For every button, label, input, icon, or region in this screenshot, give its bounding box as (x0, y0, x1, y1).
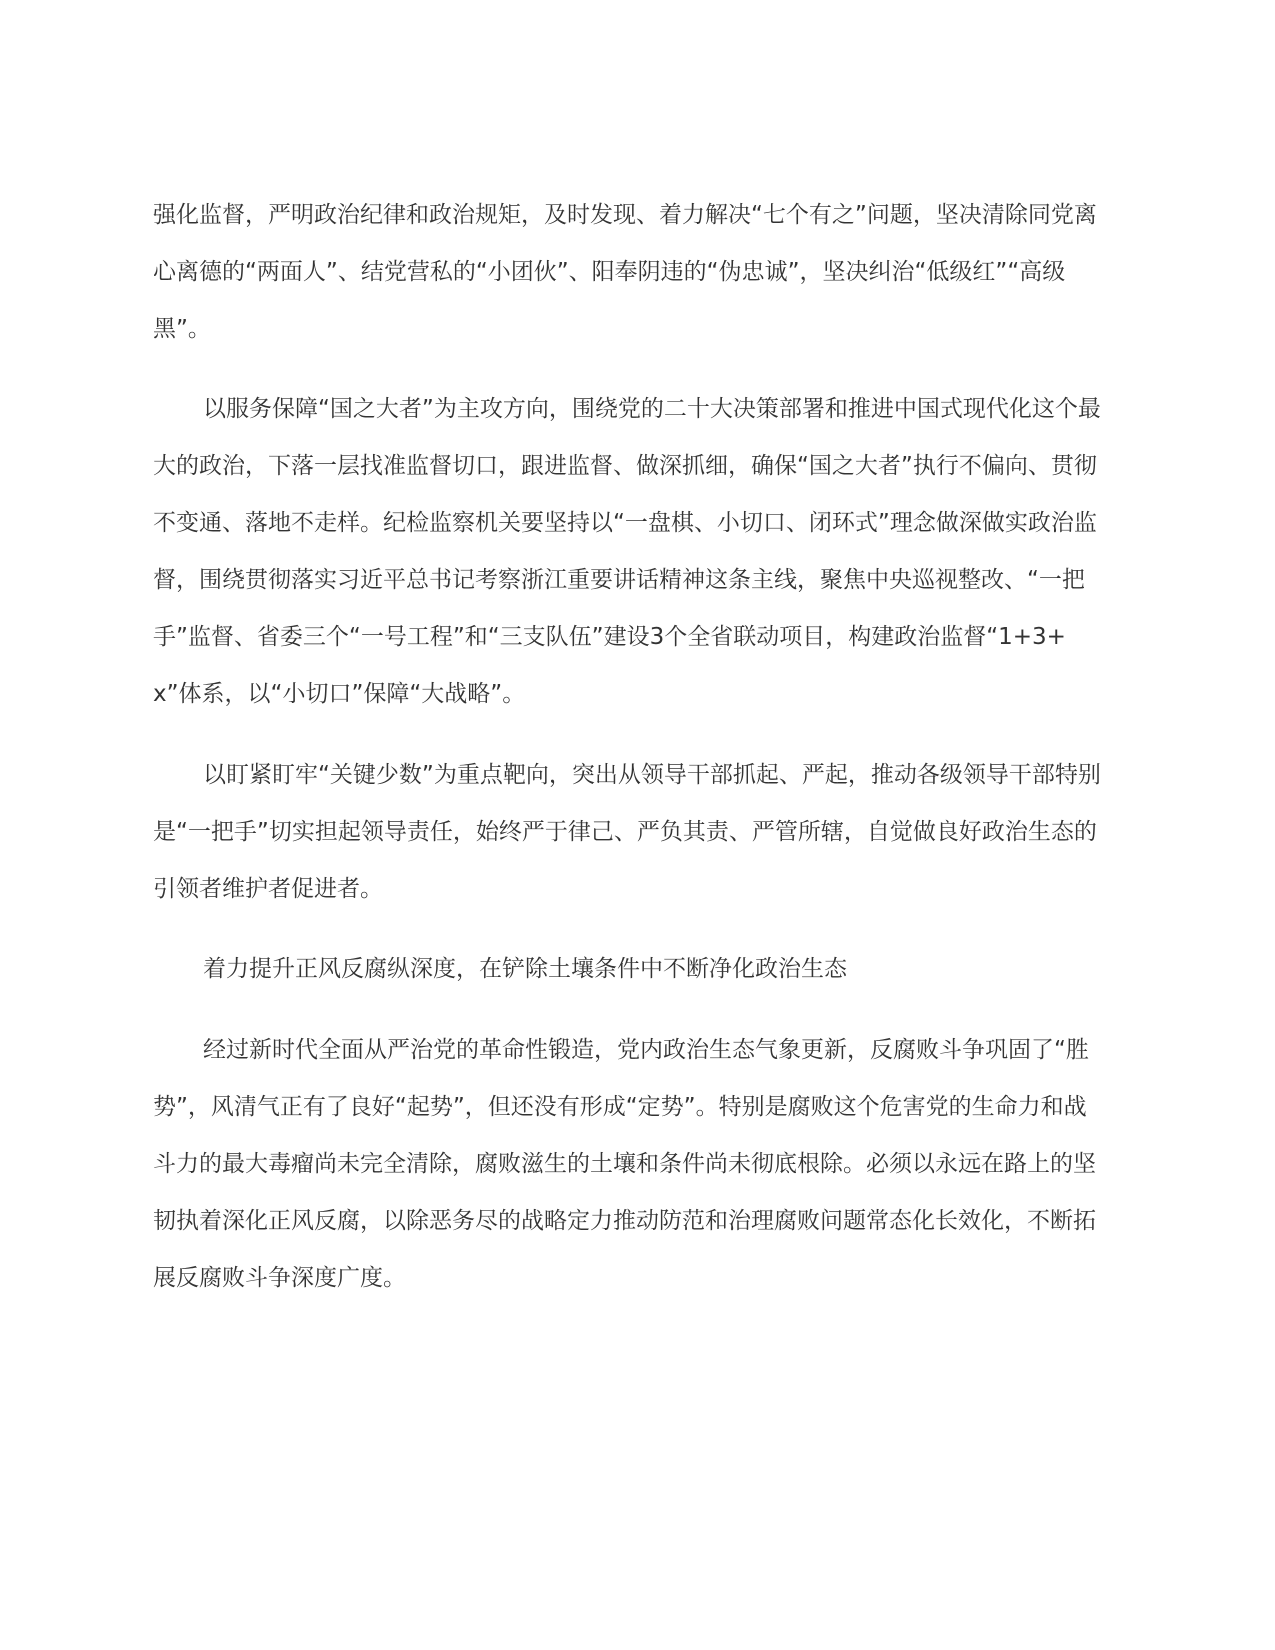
paragraph-service-guarantee: 以服务保障“国之大者”为主攻方向，围绕党的二十大决策部署和推进中国式现代化这个最大的政治，下落一层找准监督切口，跟进监督、做深抓细，确保“国之大者”执行不偏向、贯彻不变通、落地不走样。纪检监察机关要坚持以“一盘棋、小切口、闭环式”理念做深做实政治监督，围绕贯彻落实习近平总书记考察浙江重要讲话精神这条主线，聚焦中央巡视整改、“一把手”监督、省委三个“一号工程”和“三支队伍”建设3个全省联动项目，构建政治监督“1+3+x”体系，以“小切口”保障“大战略”。 (153, 396, 1101, 707)
paragraph-key-minority: 以盯紧盯牢“关键少数”为重点靶向，突出从领导干部抓起、严起，推动各级领导干部特别是“一把手”切实担起领导责任，始终严于律己、严负其责、严管所辖，自觉做良好政治生态的引领者维护者促进者。 (153, 762, 1101, 902)
section-heading: 着力提升正风反腐纵深度，在铲除土壤条件中不断净化政治生态 (203, 956, 847, 982)
paragraph-anti-corruption: 经过新时代全面从严治党的革命性锻造，党内政治生态气象更新，反腐败斗争巩固了“胜势”，风清气正有了良好“起势”，但还没有形成“定势”。特别是腐败这个危害党的生命力和战斗力的最大毒瘤尚未完全清除，腐败滋生的土壤和条件尚未彻底根除。必须以永远在路上的坚韧执着深化正风反腐，以除恶务尽的战略定力推动防范和治理腐败问题常态化长效化，不断拓展反腐败斗争深度广度。 (153, 1037, 1096, 1291)
paragraph-continuation: 强化监督，严明政治纪律和政治规矩，及时发现、着力解决“七个有之”问题，坚决清除同党离心离德的“两面人”、结党营私的“小团伙”、阳奉阴违的“伪忠诚”，坚决纠治“低级红”“高级黑”。 (153, 202, 1097, 342)
document-body (153, 187, 1103, 1331)
